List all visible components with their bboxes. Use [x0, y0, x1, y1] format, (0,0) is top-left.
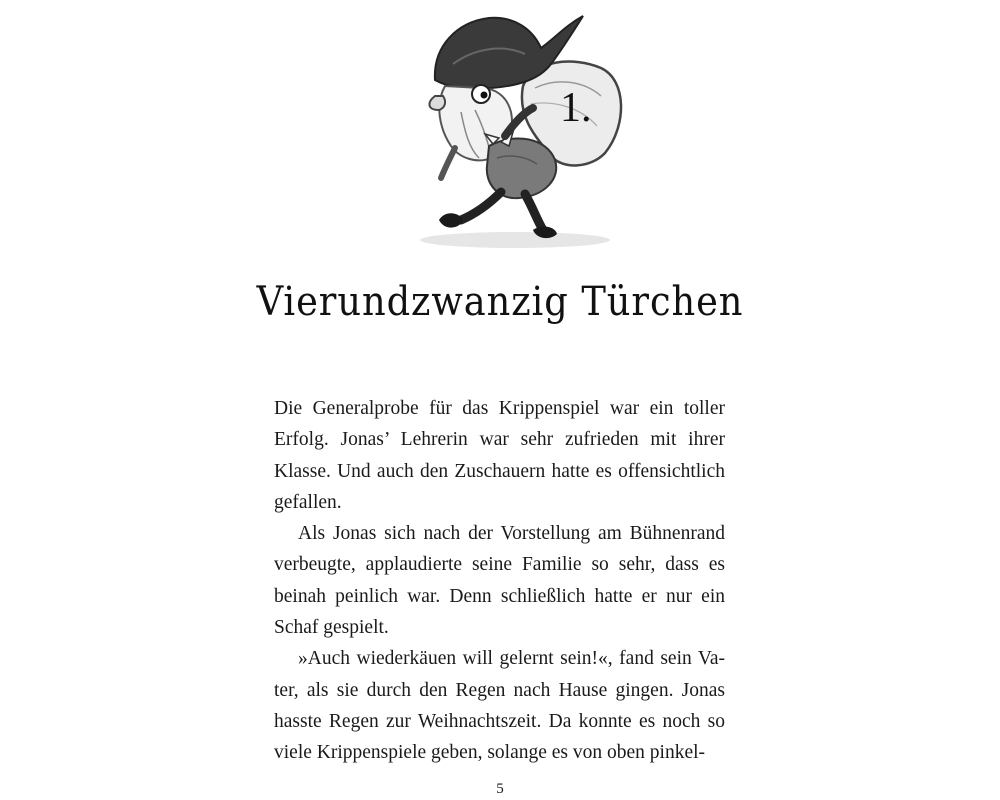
chapter-number: 1.: [560, 85, 592, 131]
paragraph: Die Generalprobe für das Krippenspiel war ein toller Erfolg. Jonas’ Lehrerin war sehr zufrieden mit ihrer Klasse. Und auch den Zuschauern hatte es offensichtlich gefallen.: [274, 398, 725, 513]
page-number: 5: [496, 781, 504, 797]
gnome-with-sack-icon: [405, 8, 630, 253]
paragraph: »Auch wiederkäuen will gelernt sein!«, fand sein Vater, als sie durch den Regen nach Hause gingen. Jonas hasste Regen zur Weihnachtszeit. Da konnte es noch so viele Krippenspiele geben, solange es von oben pinkel-: [274, 648, 725, 764]
body-text: [274, 393, 725, 769]
chapter-title: Vierundzwanzig Türchen: [256, 279, 744, 325]
paragraph: Als Jonas sich nach der Vorstellung am Bühnenrand verbeugte, applaudierte seine Familie so sehr, dass es beinah peinlich war. Denn schließlich hatte er nur ein Schaf gespielt.: [274, 523, 725, 639]
